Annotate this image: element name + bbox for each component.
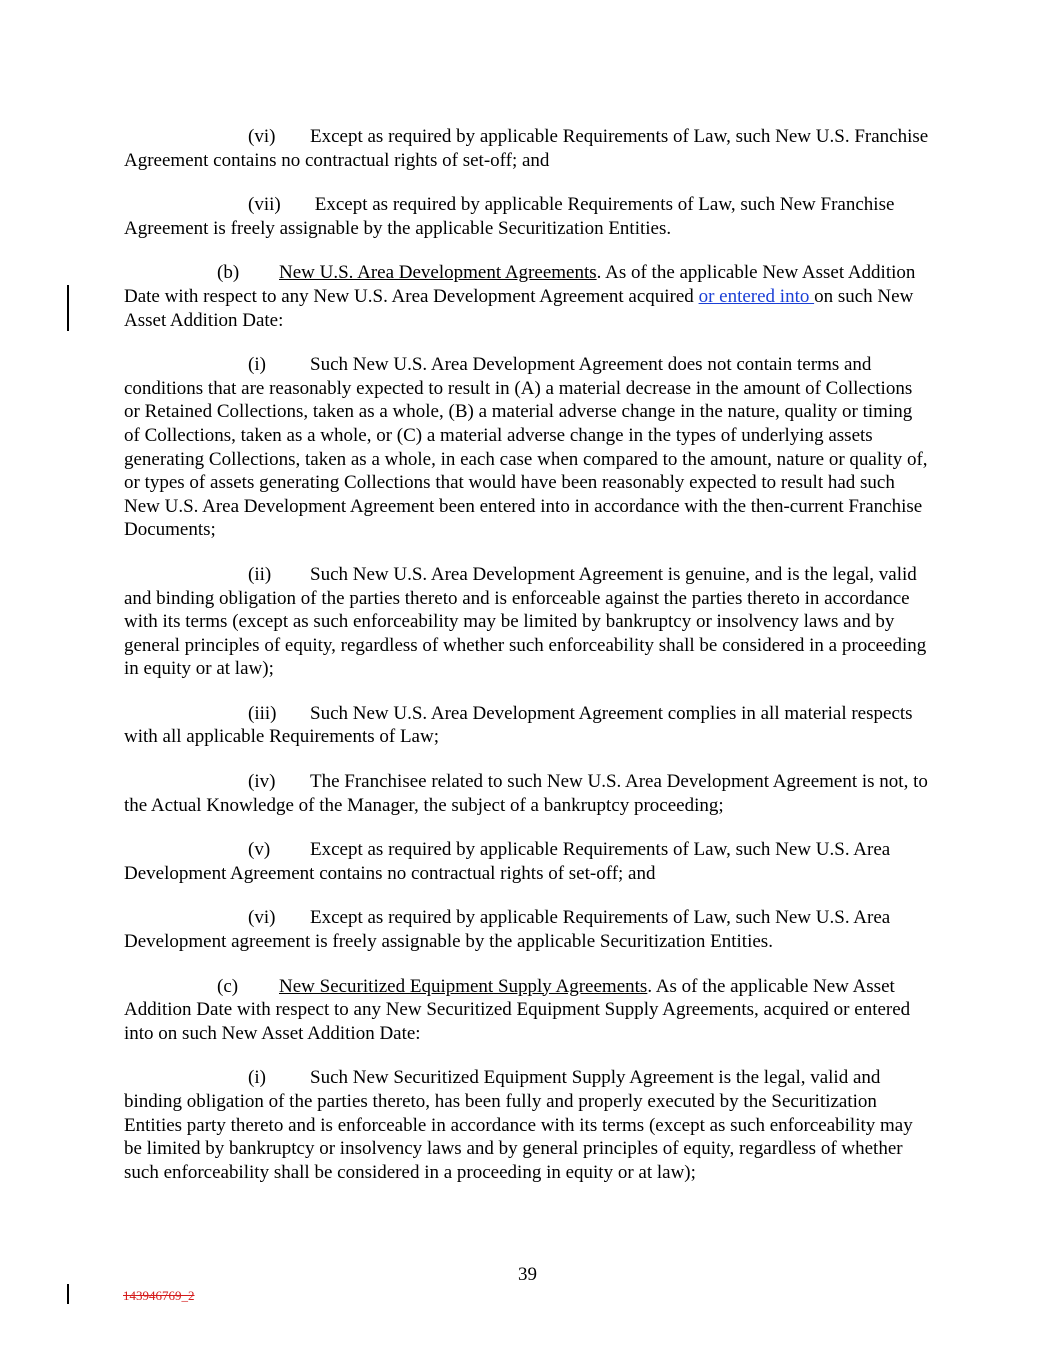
section-text: . As of the applicable New Asset Addition Date with respect to any New U.S. Area Development Agreement acquired: [124, 262, 916, 307]
clause-text: Such New U.S. Area Development Agreement does not contain terms and conditions that are reasonably expected to result in (A) a material decrease in the amount of Collections or Retained Collections, taken as a whole, (B) a material adverse change in the nature, quality or timing of Collections, taken as a whole, or (C) a material adverse change in the types of underlying assets generating Collections, taken as a whole, in each case when compared to the amount, nature or quality of, or types of assets generating Collections that would have been reasonably expected to result had such New U.S. Area Development Agreement been entered into in accordance with the then-current Franchise Documents;: [124, 354, 928, 541]
clause-number: (iv): [248, 771, 276, 793]
revision-change-bar-footer: [67, 1284, 69, 1304]
clause-iv-area-development: [124, 770, 929, 817]
clause-i-equipment-supply: [124, 1066, 929, 1184]
clause-vi-area-development: [124, 906, 929, 953]
section-number: (b): [217, 262, 240, 284]
revision-change-bar: [67, 285, 69, 331]
clause-text: Except as required by applicable Requirements of Law, such New U.S. Area Development Agreement contains no contractual rights of set-off; and: [124, 839, 891, 884]
section-heading: New Securitized Equipment Supply Agreements: [279, 975, 648, 997]
clause-text: Except as required by applicable Requirements of Law, such New U.S. Area Development agreement is freely assignable by the applicable Securitization Entities.: [124, 907, 891, 953]
clause-vii-franchise: [124, 193, 929, 240]
clause-number: (ii): [248, 563, 272, 585]
clause-number: (i): [248, 354, 266, 376]
clause-text: Such New U.S. Area Development Agreement complies in all material respects with all applicable Requirements of Law;: [124, 702, 913, 748]
clause-i-area-development: [124, 353, 929, 542]
section-heading: New U.S. Area Development Agreements: [279, 262, 597, 284]
clause-text: The Franchisee related to such New U.S. Area Development Agreement is not, to the Actual Knowledge of the Manager, the subject of a bankruptcy proceeding;: [124, 771, 928, 816]
clause-number: (iii): [248, 702, 277, 724]
clause-text: Such New U.S. Area Development Agreement is genuine, and is the legal, valid and binding obligation of the parties thereto and is enforceable against the parties thereto in accordance with its terms (except as such enforceability may be limited by bankruptcy or insolvency laws and by general principles of equity, regardless of whether such enforceability shall be considered in a proceeding in equity or at law);: [124, 563, 927, 680]
clause-text: Except as required by applicable Requirements of Law, such New Franchise Agreement is freely assignable by the applicable Securitization Entities.: [124, 194, 899, 239]
clause-number: (vi): [248, 126, 276, 147]
clause-number: (vi): [248, 907, 276, 929]
clause-text: Such New Securitized Equipment Supply Agreement is the legal, valid and binding obligation of the parties thereto, has been fully and properly executed by the Securitization Entities party thereto and is enforceable in accordance with its terms (except as such enforceability may be limited by bankruptcy or insolvency laws and by general principles of equity, regardless of whether such enforceability shall be considered in a proceeding in equity or at law);: [124, 1067, 913, 1183]
section-text: . As of the applicable New Asset Addition Date with respect to any New Securitized Equipment Supply Agreements, acquired or entered into on such New Asset Addition Date:: [124, 975, 911, 1044]
clause-number: (i): [248, 1067, 266, 1089]
deleted-document-id: 143946769_2: [123, 1288, 195, 1303]
clause-iii-area-development: [124, 702, 929, 749]
section-text-continued: on such New Asset Addition Date:: [124, 285, 914, 331]
section-b-area-development: [124, 261, 929, 332]
document-body: [124, 125, 929, 1205]
inserted-revision-text[interactable]: or entered into: [698, 285, 815, 307]
page-number: 39: [518, 1264, 537, 1285]
clause-ii-area-development: [124, 563, 929, 681]
clause-number: (vii): [248, 194, 281, 216]
section-number: (c): [217, 975, 239, 997]
clause-v-area-development: [124, 838, 929, 885]
clause-vi-franchise: [124, 125, 929, 172]
section-c-equipment-supply: [124, 975, 929, 1046]
clause-text: Except as required by applicable Requirements of Law, such New U.S. Franchise Agreement contains no contractual rights of set-off; and: [124, 126, 929, 171]
clause-number: (v): [248, 839, 271, 861]
